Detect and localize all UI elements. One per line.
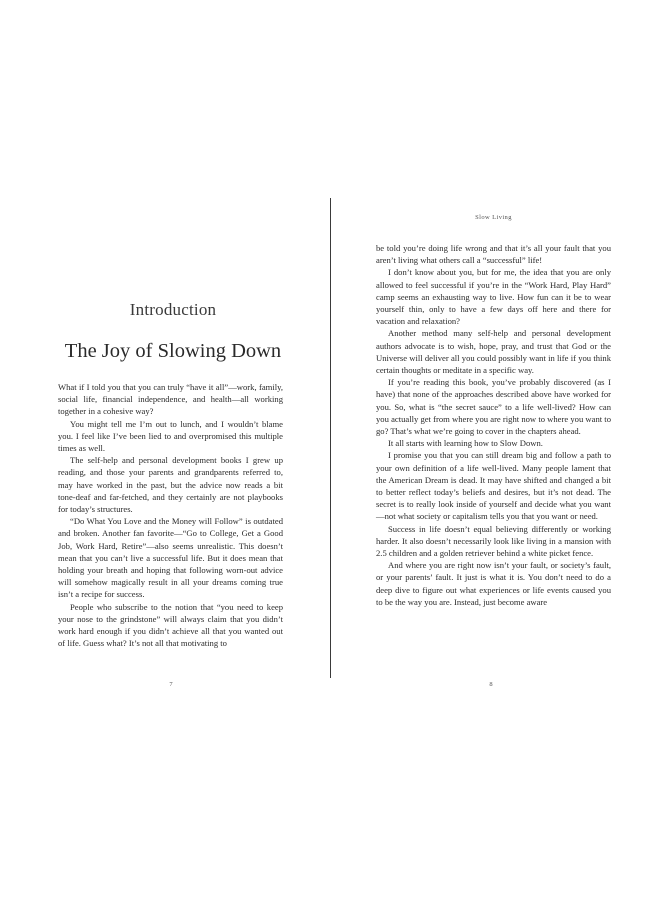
paragraph: What if I told you that you can truly “have it all”—work, family, social life, financial independence, and health—all working together in a cohesive way? <box>58 382 283 417</box>
paragraph: “Do What You Love and the Money will Follow” is outdated and broken. Another fan favorite—“Go to College, Get a Good Job, Work Hard, Retire”—also seems unrealistic. This doesn’t mean that you can’t live a successful life. But it does mean that holding your breath and hoping that following worn-out advice will somehow magically result in all your dreams coming true isn’t a recipe for success. <box>58 516 283 600</box>
paragraph: The self-help and personal development books I grew up reading, and those your parents and grandparents referred to, may have worked in the past, but the advice now reads a bit tone-deaf and far-fetched, and they certainly are not playbooks for today’s structures. <box>58 455 283 515</box>
right-page <box>331 0 660 904</box>
left-page-body <box>58 381 283 649</box>
paragraph: be told you’re doing life wrong and that it’s all your fault that you aren’t living what others call a “successful” life! <box>376 243 611 266</box>
page-number: 7 <box>169 681 173 688</box>
right-page-body <box>376 242 611 608</box>
running-head: Slow Living <box>475 214 512 221</box>
chapter-label: Introduction <box>129 300 217 319</box>
paragraph: It all starts with learning how to Slow Down. <box>388 438 543 449</box>
chapter-title: The Joy of Slowing Down <box>64 340 282 362</box>
paragraph: If you’re reading this book, you’ve probably discovered (as I have) that none of the approaches described above have worked for you. So, what is “the secret sauce” to a life well-lived? How can you actually get from where you are right now to where you want to go? That’s what we’re going to cover in the chapters ahead. <box>376 377 611 437</box>
paragraph: People who subscribe to the notion that “you need to keep your nose to the grindstone” will always claim that you didn’t work hard enough if you didn’t achieve all that you wanted out of life. Guess what? It’s not all that motivating to <box>58 601 283 649</box>
paragraph: Another method many self-help and personal development authors advocate is to wish, hope, pray, and trust that God or the Universe will deliver all you could possibly want in life if you think certain thoughts or meditate in a specific way. <box>376 328 611 376</box>
paragraph: And where you are right now isn’t your fault, or society’s fault, or your parents’ fault. It just is what it is. You don’t need to do a deep dive to figure out what experiences or life events caused you to be the way you are. Instead, just become aware <box>376 560 611 607</box>
paragraph: I don’t know about you, but for me, the idea that you are only allowed to feel successful if you’re in the “Work Hard, Play Hard” camp seems an exhausting way to live. How fun can it be to wear yourself thin, only to have a few days off here and there for vacation and relaxation? <box>376 267 611 327</box>
page-number: 8 <box>489 681 493 688</box>
paragraph: I promise you that you can still dream big and follow a path to your own definition of a life well-lived. Many people lament that the American Dream is dead. It may have shifted and changed a bit to better reflect today’s beliefs and desires, but it’s not dead. The secret is to really look inside of yourself and decide what you want—not what society or capitalism tells you that you want or need. <box>376 450 611 522</box>
paragraph: You might tell me I’m out to lunch, and I wouldn’t blame you. I feel like I’ve been lied to and overpromised this multiple times as well. <box>58 418 283 454</box>
paragraph: Success in life doesn’t equal believing differently or working harder. It also doesn’t necessarily look like living in a mansion with 2.5 children and a golden retriever behind a white picket fence. <box>376 523 611 559</box>
